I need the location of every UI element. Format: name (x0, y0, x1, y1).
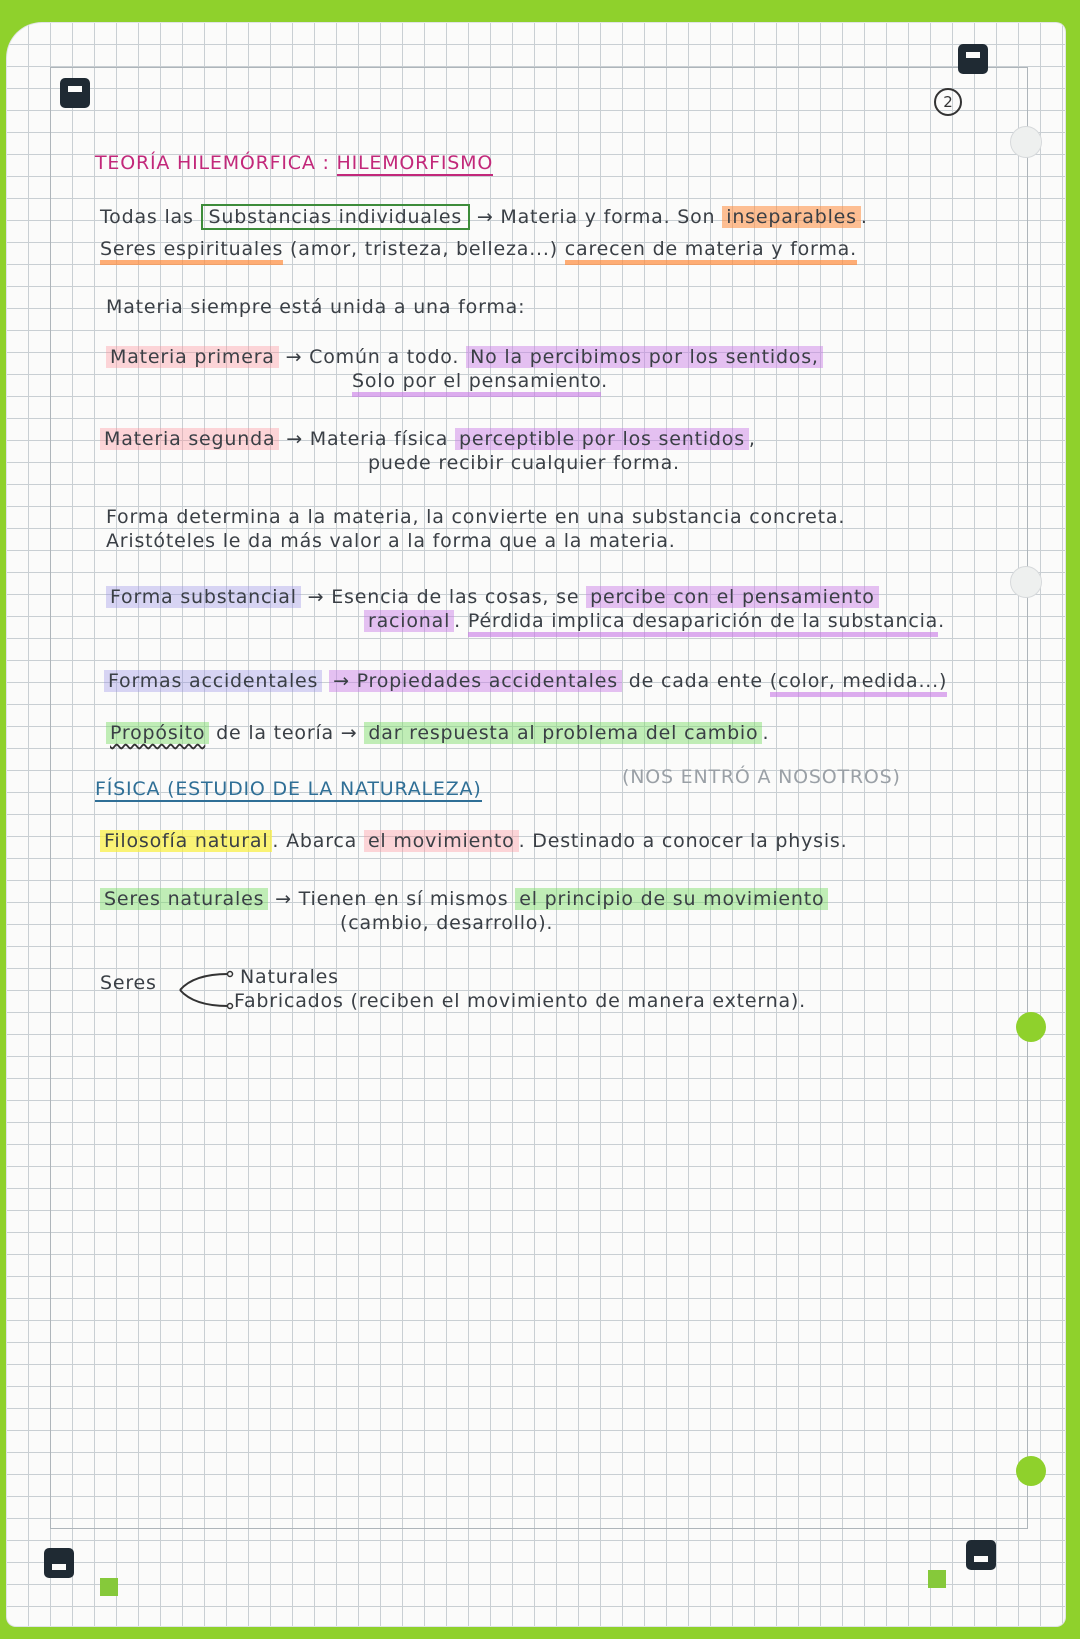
term-label: Filosofía natural (100, 830, 272, 852)
page-title: TEORÍA HILEMÓRFICA : HILEMORFISMO (95, 152, 494, 174)
note-line: puede recibir cualquier forma. (368, 452, 680, 474)
note-line: Fabricados (reciben el movimiento de manera externa). (234, 990, 806, 1012)
term-label: Materia segunda (100, 428, 279, 450)
note-line: Forma substancial → Esencia de las cosas, se percibe con el pensamiento (106, 586, 879, 608)
note-line: Materia siempre está unida a una forma: (106, 296, 526, 318)
section-heading: FÍSICA (ESTUDIO DE LA NATURALEZA) (95, 778, 482, 800)
note-line: Naturales (240, 966, 339, 988)
term-label: Formas accidentales (104, 670, 322, 692)
note-line: Seres (100, 972, 157, 994)
binder-hole-icon (1010, 126, 1042, 158)
heading-note: (NOS ENTRÓ A NOSOTROS) (622, 766, 901, 788)
note-line: Materia segunda → Materia física perceptible por los sentidos , (100, 428, 756, 450)
term-label: Propósito (106, 722, 209, 744)
term-label: Forma substancial (106, 586, 301, 608)
note-line: Solo por el pensamiento. (352, 370, 608, 392)
corner-marker-icon (44, 1548, 74, 1578)
green-square-icon (100, 1578, 118, 1596)
note-line: Propósito de la teoría → dar respuesta al problema del cambio . (106, 722, 769, 744)
note-line: Todas las Substancias individuales → Materia y forma. Son inseparables . (100, 206, 868, 228)
binder-hole-icon (1016, 1456, 1046, 1486)
note-line: Forma determina a la materia, la convierte en una substancia concreta. (106, 506, 846, 528)
corner-marker-icon (966, 1540, 996, 1570)
note-line: racional . Pérdida implica desaparición de la substancia. (364, 610, 945, 632)
highlight: inseparables (722, 206, 861, 228)
note-line: (cambio, desarrollo). (340, 912, 554, 934)
note-line: Seres naturales → Tienen en sí mismos el principio de su movimiento (100, 888, 828, 910)
note-line: Aristóteles le da más valor a la forma que a la materia. (106, 530, 676, 552)
corner-marker-icon (60, 78, 90, 108)
note-line: Materia primera → Común a todo. No la percibimos por los sentidos, (106, 346, 823, 368)
green-square-icon (928, 1570, 946, 1588)
page-number: 2 (934, 88, 962, 116)
note-line: Filosofía natural . Abarca el movimiento . Destinado a conocer la physis. (100, 830, 847, 852)
branch-arrow-icon (176, 966, 236, 1012)
corner-marker-icon (958, 44, 988, 74)
binder-hole-icon (1010, 566, 1042, 598)
term-label: Seres naturales (100, 888, 268, 910)
boxed-term: Substancias individuales (201, 204, 471, 230)
binder-hole-icon (1016, 1012, 1046, 1042)
note-line: Formas accidentales → Propiedades accidentales de cada ente (color, medida...) (104, 670, 947, 692)
note-line: Seres espirituales (amor, tristeza, belleza...) carecen de materia y forma. (100, 238, 857, 260)
term-label: Materia primera (106, 346, 279, 368)
